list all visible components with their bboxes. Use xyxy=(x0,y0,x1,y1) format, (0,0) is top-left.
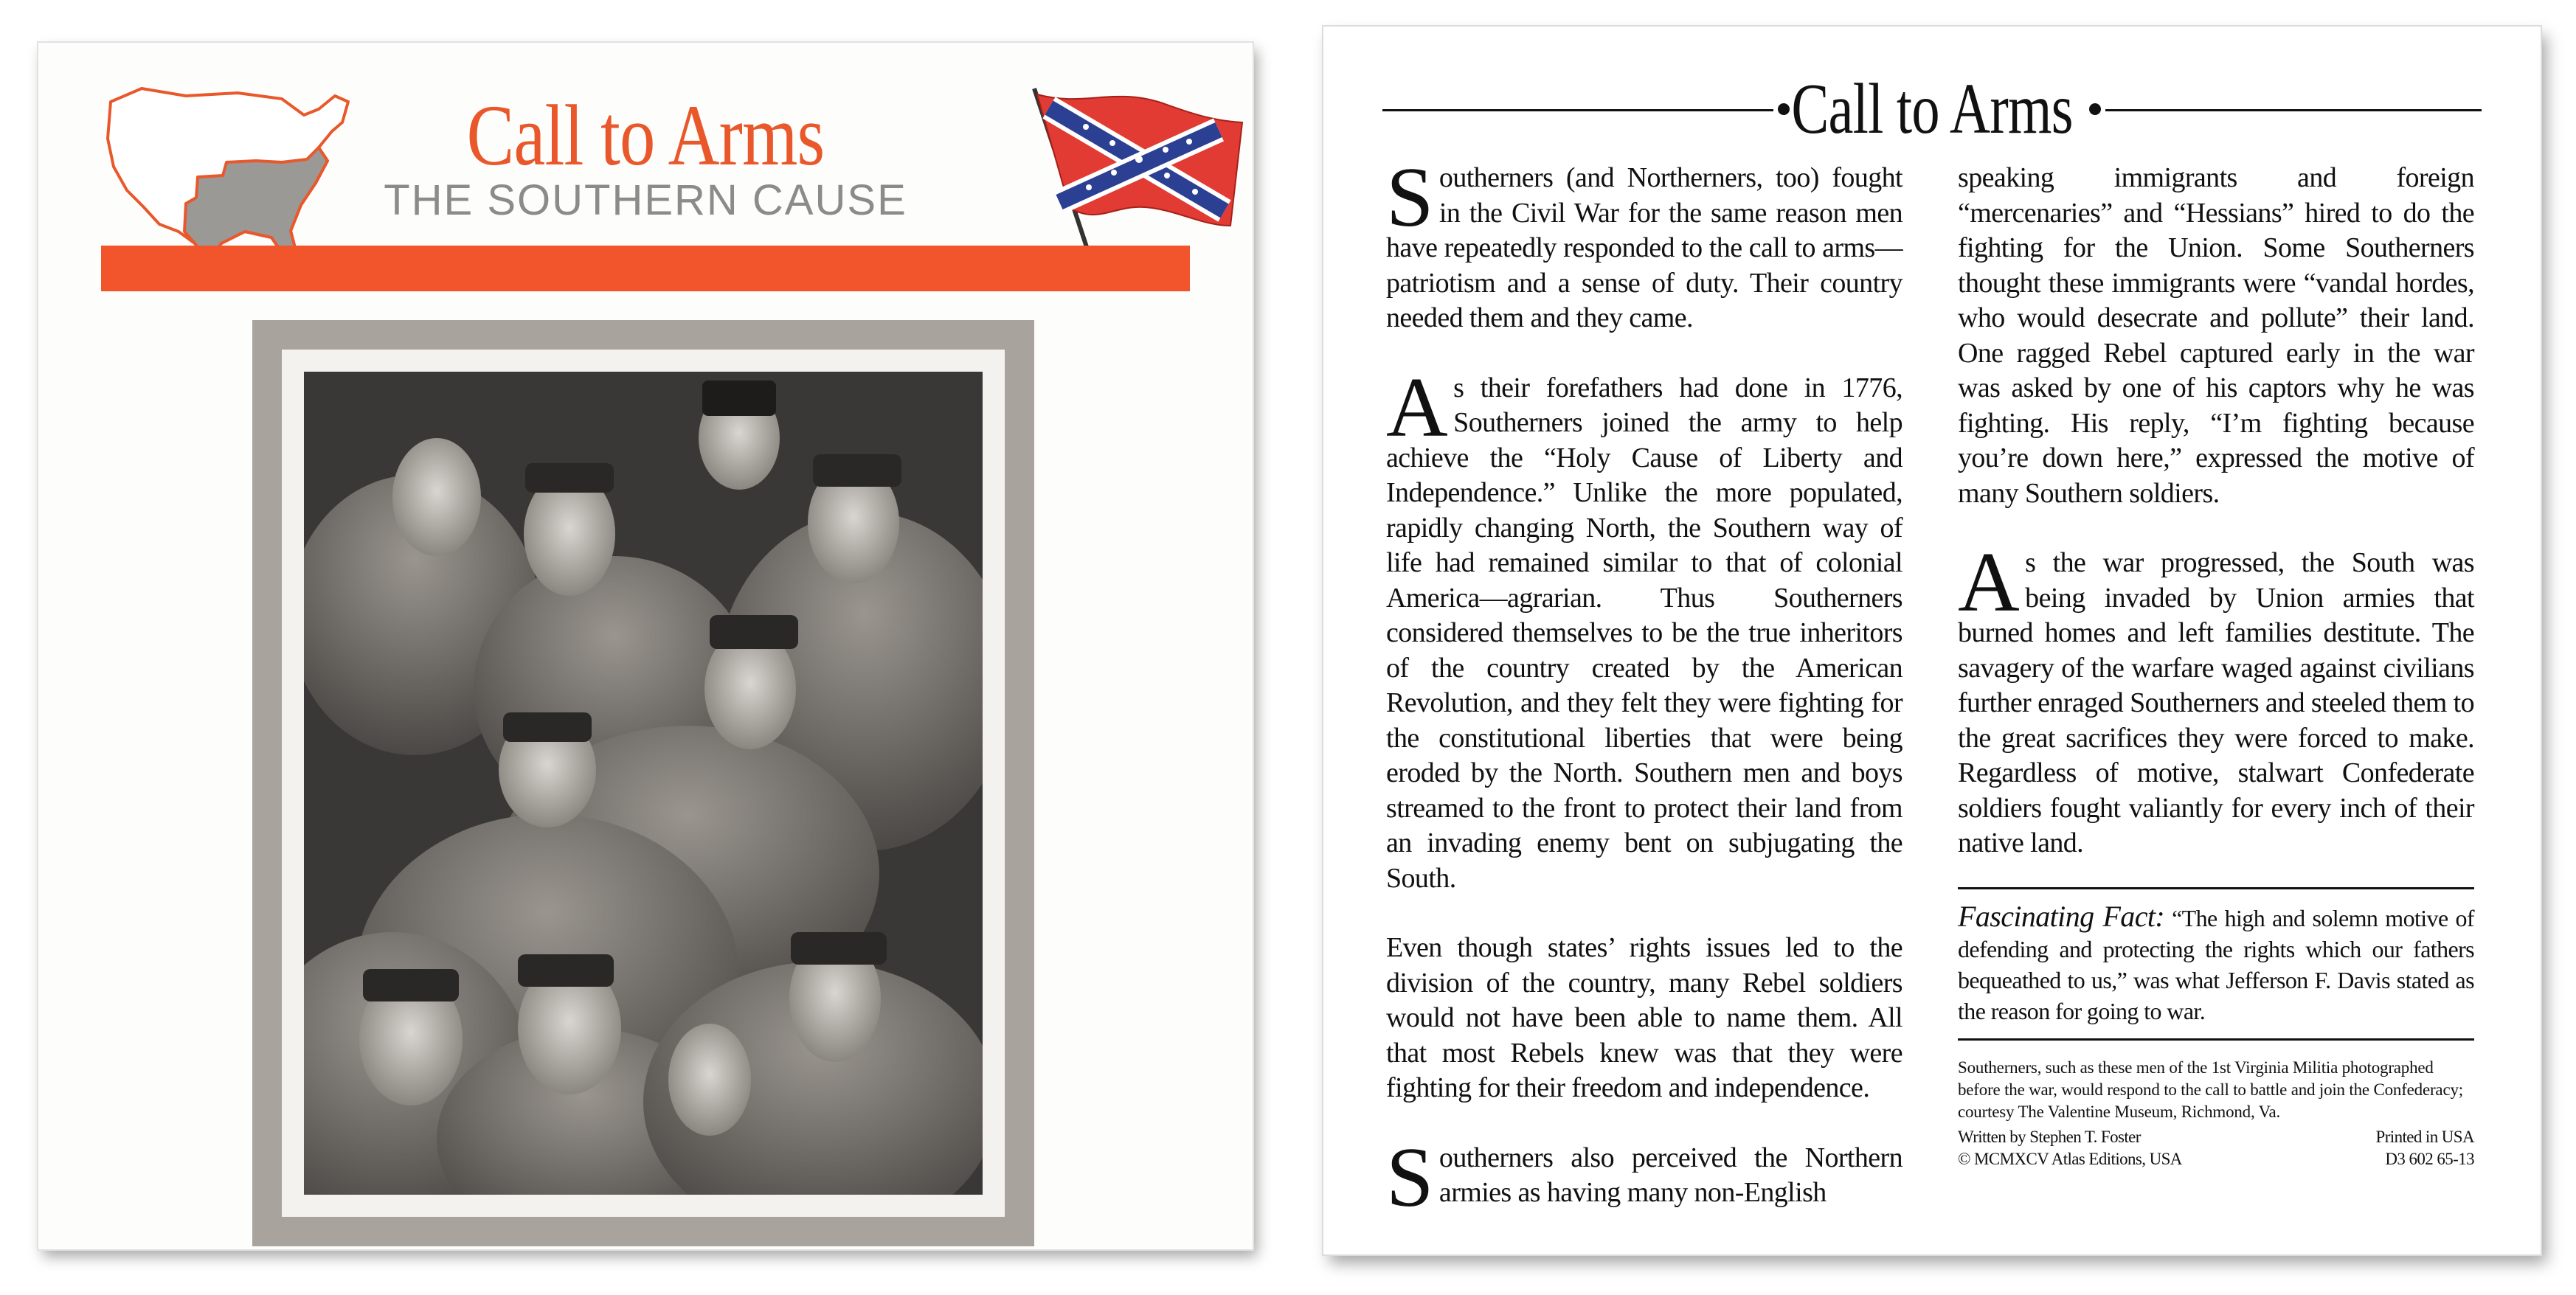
soldiers-photo xyxy=(304,372,983,1195)
photo-mat xyxy=(282,350,1005,1217)
paragraph-text: outherners (and Northerners, too) fought in the Civil War for the same reason men have repeatedly responded to the call to arms—patriotism and a sense of duty. Their country needed them and they came. xyxy=(1386,162,1902,333)
title-bar xyxy=(101,246,1190,291)
drop-cap: S xyxy=(1386,150,1433,245)
fact-label: Fascinating Fact: xyxy=(1958,899,2165,933)
drop-cap: S xyxy=(1386,1130,1433,1225)
paragraph-text: s their forefathers had done in 1776, Southerners joined the army to help achieve the “Holy Cause of Liberty and Independence.” Unlike the more populated, rapidly changing North, the Southern way of life had remained similar to that of colonial America—agrarian. Thus Southerners considered themselves to be the true inheritors of the country created by the American Revolution, and they felt they were fighting for the constitutional liberties that were being eroded by the North. Southern men and boys streamed to the front to protect their land from an invading enemy bent on subjugating the South. xyxy=(1386,372,1902,894)
card-title: Call to Arms xyxy=(466,87,825,184)
paragraph xyxy=(1386,1130,1902,1225)
back-header xyxy=(1382,68,2482,149)
text-column-left xyxy=(1386,150,1902,1246)
copyright: © MCMXCV Atlas Editions, USA xyxy=(1958,1149,2182,1168)
product-code: D3 602 65-13 xyxy=(2385,1149,2474,1168)
paragraph xyxy=(1386,931,1902,1106)
fascinating-fact xyxy=(1958,887,2474,1041)
paragraph-text: outherners also perceived the Northern armies as having many non-English xyxy=(1438,1142,1902,1208)
card-front xyxy=(38,43,1253,1249)
drop-cap: A xyxy=(1386,360,1448,455)
photo-frame xyxy=(252,320,1034,1246)
photo-caption: Southerners, such as these men of the 1st Virginia Militia photographed before the war, would respond to the call to battle and join the Confederacy; courtesy The Valentine Museum, Richmond, Va. xyxy=(1958,1058,2463,1121)
drop-cap: A xyxy=(1958,535,2020,630)
paragraph xyxy=(1958,535,2474,861)
credits xyxy=(1958,1126,2474,1170)
card-back xyxy=(1323,27,2541,1254)
fact-text: “The high and solemn motive of defending and protecting the rights which our fathers bequeathed to us,” was what Jefferson F. Davis stated as the reason for going to war. xyxy=(1958,904,2474,1024)
paragraph-text: Even though states’ rights issues led to the division of the country, many Rebel soldiers would not have been able to name them. All that most Rebels knew was that they were fighting for their freedom and independence. xyxy=(1386,932,1902,1103)
paragraph-text: s the war progressed, the South was being invaded by Union armies that burned homes and left families destitute. The savagery of the warfare waged against civilians further enraged Southerners and steeled them to the great sacrifices they were forced to make. Regardless of motive, stalwart Confederate soldiers fought valiantly for every inch of their native land. xyxy=(1958,547,2474,858)
card-subtitle: THE SOUTHERN CAUSE xyxy=(384,176,907,224)
paragraph xyxy=(1386,360,1902,897)
printed-in: Printed in USA xyxy=(2375,1127,2474,1146)
back-title: Call to Arms xyxy=(1791,69,2073,149)
paragraph xyxy=(1386,150,1902,336)
text-column-right xyxy=(1958,161,2474,1170)
author-credit: Written by Stephen T. Foster xyxy=(1958,1127,2141,1146)
credits-left xyxy=(1958,1126,2182,1170)
paragraph xyxy=(1958,161,2474,511)
paragraph-text: speaking immigrants and foreign “mercenaries” and “Hessians” hired to do the fighting for the Union. Some Southerners thought these immigrants were “vandal hordes, who would desecrate and pollute” their land. One ragged Rebel captured early in the war was asked by one of his captors why he was fighting. His reply, “I’m fighting because you’re down here,” expressed the motive of many Southern soldiers. xyxy=(1958,162,2474,509)
credits-right xyxy=(2376,1126,2474,1170)
